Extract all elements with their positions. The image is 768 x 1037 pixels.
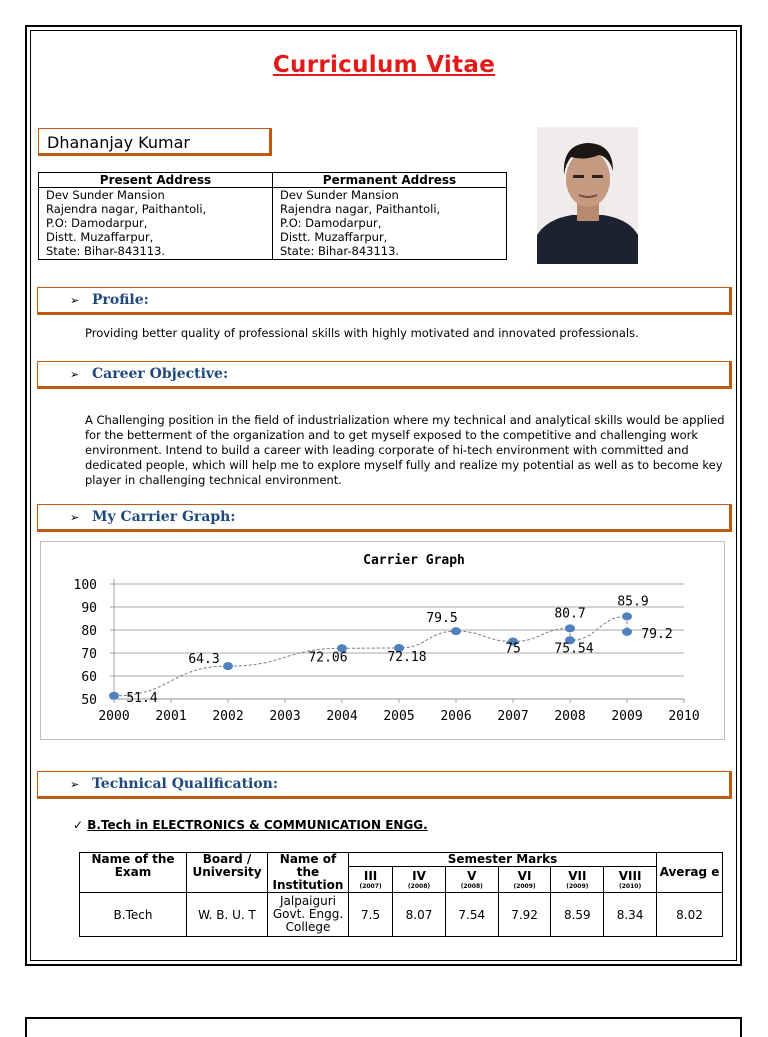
permanent-address-line: Distt. Muzaffarpur, (280, 230, 388, 244)
y-tick-label: 60 (81, 670, 97, 685)
semester-year: (2010) (619, 882, 642, 890)
semester-header (393, 867, 446, 893)
next-page-edge (25, 1017, 742, 1037)
semester-year: (2009) (566, 882, 589, 890)
x-tick-label: 2003 (269, 709, 301, 724)
mark-cell: 8.07 (393, 893, 446, 937)
data-label: 85.9 (617, 594, 649, 610)
average-header: Averag e (657, 853, 723, 893)
semester-name: VIII (618, 868, 642, 883)
present-address-line: Dev Sunder Mansion (46, 188, 165, 202)
carrier-graph-section-header (37, 504, 732, 532)
table-row (80, 893, 723, 937)
mark-cell: 7.5 (349, 893, 393, 937)
data-label: 51.4 (126, 690, 158, 706)
technical-qualification-heading: Technical Qualification: (92, 776, 279, 792)
marks-table (79, 852, 723, 937)
x-tick-label: 2008 (554, 709, 586, 724)
x-tick-label: 2010 (668, 709, 700, 724)
x-tick-label: 2000 (98, 709, 130, 724)
check-icon: ✓ (73, 818, 84, 832)
semester-header (498, 867, 551, 893)
data-label: 72.06 (308, 650, 348, 666)
y-tick-label: 80 (81, 624, 97, 639)
arrow-bullet-icon: ➢ (70, 368, 80, 381)
career-objective-heading: Career Objective: (92, 366, 229, 382)
present-address-line: Rajendra nagar, Paithantoli, (46, 202, 207, 216)
cv-title: Curriculum Vitae (272, 52, 496, 78)
semester-name: VI (517, 868, 532, 883)
data-point (223, 662, 233, 670)
board-header: Board / University (187, 853, 268, 893)
semester-marks-header: Semester Marks (349, 853, 657, 867)
semester-header (445, 867, 498, 893)
degree-title: B.Tech in ELECTRONICS & COMMUNICATION ENGG. (87, 818, 428, 832)
institution-header: Name of the Institution (268, 853, 349, 893)
carrier-graph-svg (41, 542, 724, 739)
exam-header: Name of the Exam (80, 853, 187, 893)
arrow-bullet-icon: ➢ (70, 778, 80, 791)
x-tick-label: 2009 (611, 709, 643, 724)
semester-name: IV (412, 868, 426, 883)
semester-header (604, 867, 657, 893)
x-tick-label: 2001 (155, 709, 187, 724)
data-point (622, 628, 632, 636)
data-label: 79.5 (426, 611, 458, 627)
data-point (622, 612, 632, 620)
permanent-address (273, 188, 507, 260)
x-tick-label: 2002 (212, 709, 244, 724)
mark-cell: 7.92 (498, 893, 551, 937)
chart-title: Carrier Graph (363, 553, 465, 568)
y-tick-label: 50 (81, 693, 97, 708)
mark-cell: 7.54 (445, 893, 498, 937)
semester-header (551, 867, 604, 893)
semester-year: (2008) (407, 882, 431, 890)
career-objective-section-header (37, 361, 732, 389)
semester-year: (2007) (359, 882, 382, 890)
exam-cell: B.Tech (80, 893, 187, 937)
data-point (109, 692, 119, 700)
permanent-address-header: Permanent Address (273, 173, 507, 188)
permanent-address-line: State: Bihar-843113. (280, 244, 400, 258)
data-label: 72.18 (387, 649, 427, 665)
x-tick-label: 2007 (497, 709, 529, 724)
mark-cell: 8.34 (604, 893, 657, 937)
permanent-address-line: Rajendra nagar, Paithantoli, (280, 202, 441, 216)
data-label: 80.7 (554, 606, 586, 622)
average-cell: 8.02 (657, 893, 723, 937)
y-tick-label: 90 (81, 601, 97, 616)
data-label: 75.54 (554, 641, 594, 657)
data-label: 75 (505, 641, 521, 657)
present-address-header: Present Address (39, 173, 273, 188)
address-table (38, 172, 507, 260)
present-address-line: State: Bihar-843113. (46, 244, 166, 258)
profile-section-header (37, 287, 732, 315)
carrier-graph-chart (40, 541, 725, 740)
data-label: 64.3 (188, 652, 220, 668)
degree-line (73, 818, 428, 832)
permanent-address-line: P.O: Damodarpur, (280, 216, 382, 230)
board-cell: W. B. U. T (187, 893, 268, 937)
arrow-bullet-icon: ➢ (70, 294, 80, 307)
data-label: 79.2 (641, 626, 673, 642)
semester-name: V (467, 868, 477, 883)
data-point (565, 624, 575, 632)
semester-name: VII (568, 868, 587, 883)
present-address (39, 188, 273, 260)
y-tick-label: 70 (81, 647, 97, 662)
career-objective-text: A Challenging position in the field of industrialization where my technical and analytical skills would be applied for the betterment of the organization and to get myself exposed to the competitive and challenging work environment. Intend to build a career with leading corporate of hi-tech environment with committed and dedicated people, which will help me to explore myself fully and realize my potential as well as to become key player in challenging technical environment. (85, 413, 725, 487)
permanent-address-line: Dev Sunder Mansion (280, 188, 399, 202)
semester-name: III (363, 868, 378, 883)
candidate-name: Dhananjay Kumar (38, 128, 272, 156)
technical-qualification-section-header (37, 771, 732, 799)
semester-year: (2008) (460, 882, 483, 890)
arrow-bullet-icon: ➢ (70, 511, 80, 524)
x-tick-label: 2004 (326, 709, 358, 724)
semester-year: (2009) (513, 882, 536, 890)
profile-heading: Profile: (92, 292, 149, 308)
x-tick-label: 2006 (440, 709, 472, 724)
x-tick-label: 2005 (383, 709, 415, 724)
semester-header (349, 867, 393, 893)
carrier-graph-heading: My Carrier Graph: (92, 509, 236, 525)
institution-cell: Jalpaiguri Govt. Engg. College (268, 893, 349, 937)
profile-text: Providing better quality of professional skills with highly motivated and innovated professionals. (85, 326, 639, 340)
y-tick-label: 100 (73, 578, 97, 593)
present-address-line: P.O: Damodarpur, (46, 216, 148, 230)
data-point (451, 627, 461, 635)
present-address-line: Distt. Muzaffarpur, (46, 230, 154, 244)
profile-photo (537, 127, 638, 264)
mark-cell: 8.59 (551, 893, 604, 937)
